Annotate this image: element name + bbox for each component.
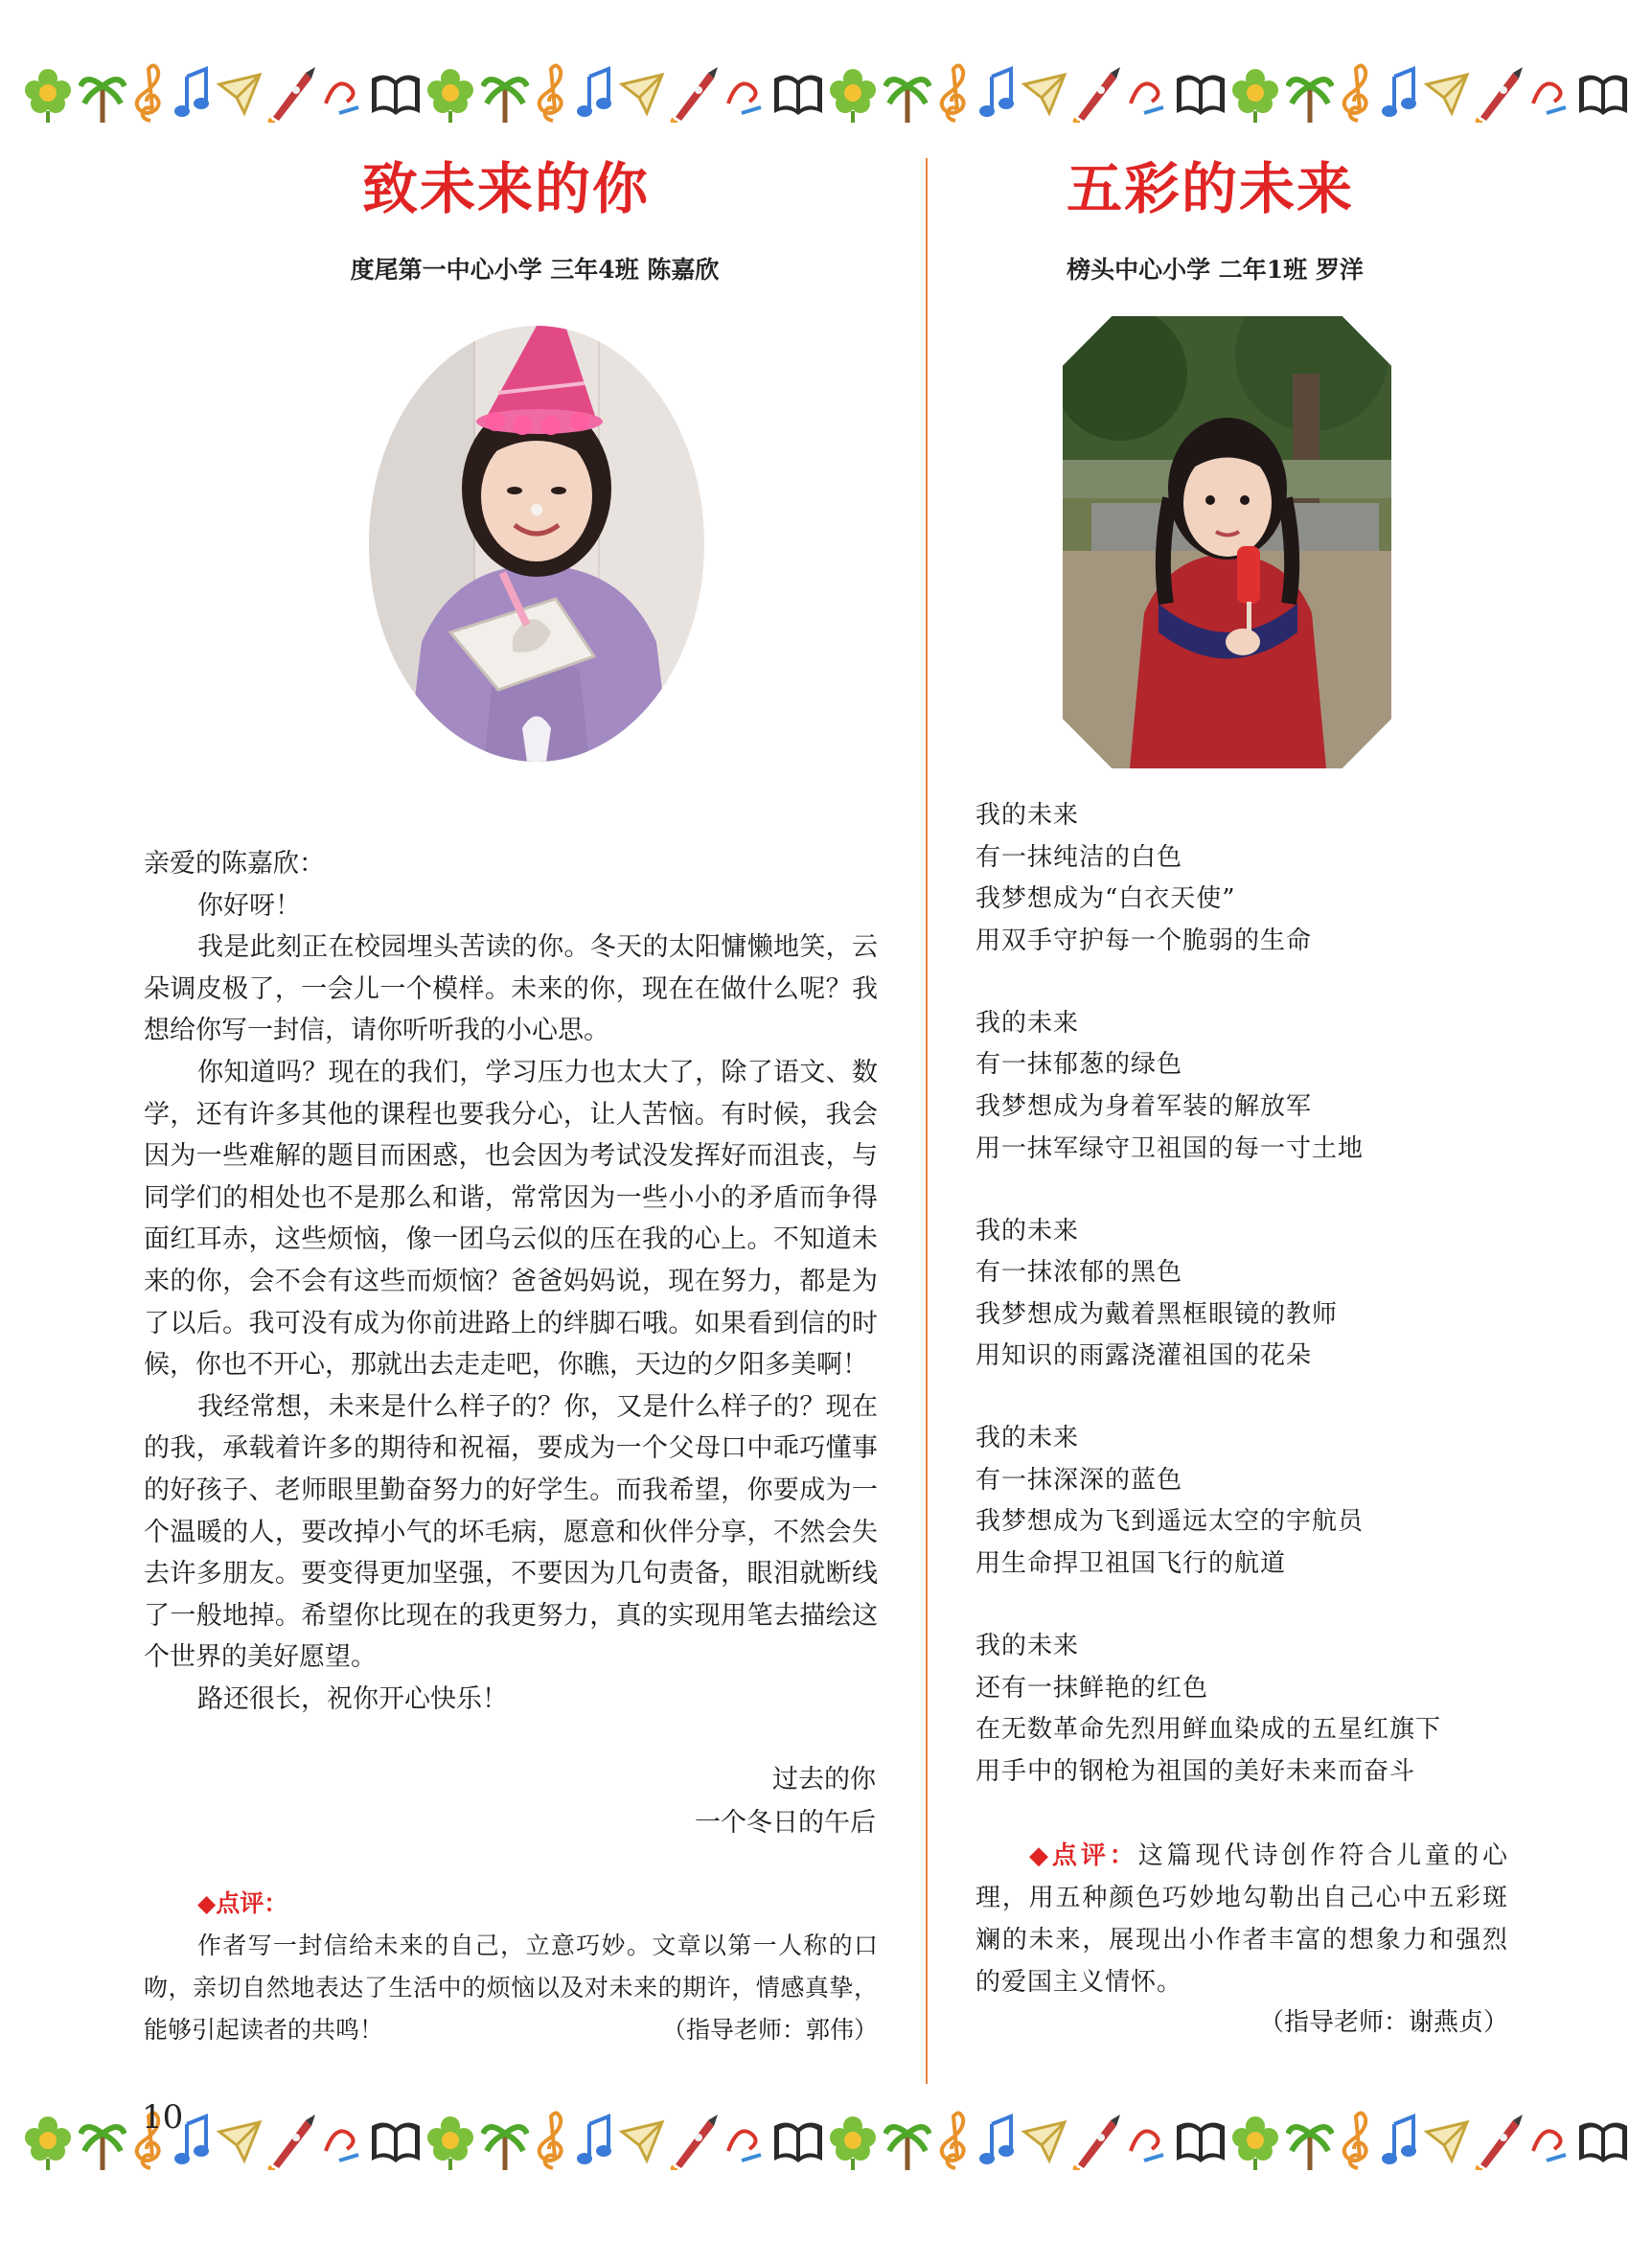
- border-motif: [1228, 2103, 1631, 2180]
- music-note-icon: [1381, 65, 1419, 123]
- poem-line: 我的未来: [975, 1632, 1080, 1661]
- paper-plane-icon: [618, 65, 666, 123]
- paper-plane-icon: [1423, 65, 1471, 123]
- bottom-decorative-border: [21, 2103, 1631, 2180]
- poem-line: 还有一抹鲜艳的红色: [975, 1673, 1209, 1703]
- music-note-icon: [576, 65, 614, 123]
- flower-icon: [424, 65, 477, 123]
- left-letter-body: [144, 843, 878, 1720]
- left-author-photo: [369, 326, 704, 762]
- paper-plane-icon: [618, 2113, 666, 2170]
- letter-paragraph: 我是此刻正在校园埋头苦读的你。冬天的太阳慵懒地笑，云朵调皮极了，一会儿一个模样。未来的你，现在在做什么呢？我想给你写一封信，请你听听我的小心思。: [144, 932, 878, 1046]
- rocket-icon: [1072, 65, 1122, 123]
- rocket-icon: [670, 2113, 720, 2170]
- rocket-icon: [670, 65, 720, 123]
- book-icon: [1173, 2113, 1228, 2170]
- treble-clef-icon: [129, 63, 170, 125]
- treble-clef-icon: [1337, 2111, 1377, 2172]
- poem-line: 我的未来: [975, 1216, 1080, 1246]
- treble-clef-icon: [1337, 63, 1377, 125]
- book-icon: [368, 2113, 424, 2170]
- flower-icon: [826, 2113, 880, 2170]
- letter-paragraph: 你知道吗？现在的我们，学习压力也太大了，除了语文、数学，还有许多其他的课程也要我分心，让人苦恼。有时候，我会因为一些难解的题目而困惑，也会因为考试没发挥好而沮丧，与同学们的相处也不是那么和谐，常常因为一些小小的矛盾而争得面红耳赤，这些烦恼，像一团乌云似的压在我的心上。不知道未来的你，会不会有这些而烦恼？爸爸妈妈说，现在努力，都是为了以后。我可没有成为你前进路上的绊脚石哦。如果看到信的时候，你也不开心，那就出去走走吧，你瞧，天边的夕阳多美啊！: [144, 1057, 878, 1381]
- book-icon: [368, 65, 424, 123]
- poem-stanza: [975, 1418, 1570, 1585]
- left-teacher-credit: （指导老师：郭伟）: [661, 2016, 878, 2044]
- poem-line: 我梦想成为戴着黑框眼镜的教师: [975, 1299, 1339, 1329]
- letter-paragraph: 路还很长，祝你开心快乐！: [197, 1683, 508, 1714]
- music-note-icon: [978, 65, 1017, 123]
- music-note-icon: [978, 2113, 1017, 2170]
- poem-line: 用手中的钢枪为祖国的美好未来而奋斗: [975, 1756, 1416, 1786]
- top-decorative-border: [21, 56, 1631, 132]
- palm-tree-icon: [79, 2113, 126, 2170]
- left-article-byline: 度尾第一中心小学 三年4班 陈嘉欣: [350, 256, 720, 284]
- paper-plane-icon: [216, 2113, 264, 2170]
- left-teacher-comment: [144, 1883, 878, 2051]
- left-comment-label: ◆点评：: [197, 1889, 288, 1917]
- poem-line: 用一抹军绿守卫祖国的每一寸土地: [975, 1133, 1365, 1163]
- border-motif: [826, 2103, 1228, 2180]
- border-motif: [826, 56, 1228, 132]
- letter-greeting: 你好呀！: [197, 890, 301, 921]
- swirl-icon: [1125, 2113, 1169, 2170]
- flower-icon: [1228, 2113, 1282, 2170]
- rocket-icon: [1475, 65, 1525, 123]
- paper-plane-icon: [216, 65, 264, 123]
- poem-stanza: [975, 1211, 1570, 1378]
- poem-line: 我的未来: [975, 1008, 1080, 1038]
- flower-icon: [21, 65, 75, 123]
- poem-line: 有一抹纯洁的白色: [975, 842, 1183, 872]
- palm-tree-icon: [883, 65, 931, 123]
- border-motif: [424, 2103, 826, 2180]
- poem-line: 有一抹深深的蓝色: [975, 1465, 1183, 1495]
- right-comment-text: 这篇现代诗创作符合儿童的心理，用五种颜色巧妙地勾勒出自己心中五彩斑斓的未来，展现出小作者丰富的想象力和强烈的爱国主义情怀。: [975, 1841, 1508, 1997]
- book-icon: [770, 65, 826, 123]
- right-author-photo: [1063, 316, 1391, 768]
- left-comment-text: 作者写一封信给未来的自己，立意巧妙。文章以第一人称的口吻，亲切自然地表达了生活中的烦恼以及对未来的期许，情感真挚，能够引起读者的共鸣！: [144, 1932, 878, 2044]
- rocket-icon: [1072, 2113, 1122, 2170]
- border-motif: [424, 56, 826, 132]
- paper-plane-icon: [1021, 65, 1068, 123]
- swirl-icon: [1527, 65, 1572, 123]
- palm-tree-icon: [481, 65, 529, 123]
- palm-tree-icon: [481, 2113, 529, 2170]
- music-note-icon: [173, 65, 212, 123]
- poem-line: 有一抹浓郁的黑色: [975, 1258, 1183, 1288]
- book-icon: [1575, 2113, 1631, 2170]
- treble-clef-icon: [532, 63, 572, 125]
- border-motif: [21, 2103, 424, 2180]
- palm-tree-icon: [79, 65, 126, 123]
- letter-signoff-sender: 过去的你: [772, 1765, 876, 1795]
- poem-line: 我梦想成为飞到遥远太空的宇航员: [975, 1507, 1365, 1537]
- music-note-icon: [1381, 2113, 1419, 2170]
- poem-line: 我的未来: [975, 801, 1080, 830]
- letter-signoff-date: 一个冬日的午后: [695, 1808, 876, 1838]
- flower-icon: [826, 65, 880, 123]
- poem-line: 我梦想成为“白衣天使”: [975, 884, 1236, 914]
- letter-salutation: 亲爱的陈嘉欣：: [144, 849, 325, 879]
- poem-line: 我梦想成为身着军装的解放军: [975, 1091, 1313, 1121]
- swirl-icon: [723, 65, 767, 123]
- swirl-icon: [1125, 65, 1169, 123]
- poem-line: 用双手守护每一个脆弱的生命: [975, 926, 1313, 955]
- right-teacher-credit: （指导老师：谢燕贞）: [1258, 2008, 1508, 2037]
- palm-tree-icon: [883, 2113, 931, 2170]
- border-motif: [1228, 56, 1631, 132]
- poem-line: 有一抹郁葱的绿色: [975, 1050, 1183, 1080]
- poem-line: 我的未来: [975, 1424, 1080, 1453]
- flower-icon: [21, 2113, 75, 2170]
- palm-tree-icon: [1286, 65, 1334, 123]
- paper-plane-icon: [1423, 2113, 1471, 2170]
- right-comment-label: ◆点评：: [1029, 1841, 1138, 1870]
- rocket-icon: [267, 65, 317, 123]
- treble-clef-icon: [934, 2111, 975, 2172]
- treble-clef-icon: [934, 63, 975, 125]
- swirl-icon: [723, 2113, 767, 2170]
- border-motif: [21, 56, 424, 132]
- book-icon: [1575, 65, 1631, 123]
- poem-stanza: [975, 1626, 1570, 1793]
- letter-paragraph: 我经常想，未来是什么样子的？你，又是什么样子的？现在的我，承载着许多的期待和祝福，要成为一个父母口中乖巧懂事的好孩子、老师眼里勤奋努力的好学生。而我希望，你要成为一个温暖的人，要改掉小气的坏毛病，愿意和伙伴分享，不然会失去许多朋友。要变得更加坚强，不要因为几句责备，眼泪就断线了一般地掉。希望你比现在的我更努力，真的实现用笔去描绘这个世界的美好愿望。: [144, 1391, 878, 1673]
- poem-line: 用知识的雨露浇灌祖国的花朵: [975, 1341, 1313, 1371]
- rocket-icon: [1475, 2113, 1525, 2170]
- rocket-icon: [267, 2113, 317, 2170]
- right-teacher-comment: [975, 1835, 1508, 2003]
- right-poem: [975, 795, 1570, 1834]
- poem-stanza: [975, 795, 1570, 962]
- swirl-icon: [320, 65, 364, 123]
- palm-tree-icon: [1286, 2113, 1334, 2170]
- treble-clef-icon: [532, 2111, 572, 2172]
- poem-line: 在无数革命先烈用鲜血染成的五星红旗下: [975, 1715, 1442, 1745]
- left-article-title: 致未来的你: [361, 156, 650, 221]
- flower-icon: [1228, 65, 1282, 123]
- right-article-title: 五彩的未来: [1066, 156, 1354, 221]
- poem-line: 用生命捍卫祖国飞行的航道: [975, 1549, 1287, 1579]
- page-number: 10: [142, 2098, 184, 2137]
- flower-icon: [424, 2113, 477, 2170]
- book-icon: [770, 2113, 826, 2170]
- book-icon: [1173, 65, 1228, 123]
- column-divider: [926, 158, 928, 2084]
- right-article-byline: 榜头中心小学 二年1班 罗洋: [1067, 256, 1364, 284]
- music-note-icon: [576, 2113, 614, 2170]
- poem-stanza: [975, 1003, 1570, 1170]
- swirl-icon: [1527, 2113, 1572, 2170]
- swirl-icon: [320, 2113, 364, 2170]
- paper-plane-icon: [1021, 2113, 1068, 2170]
